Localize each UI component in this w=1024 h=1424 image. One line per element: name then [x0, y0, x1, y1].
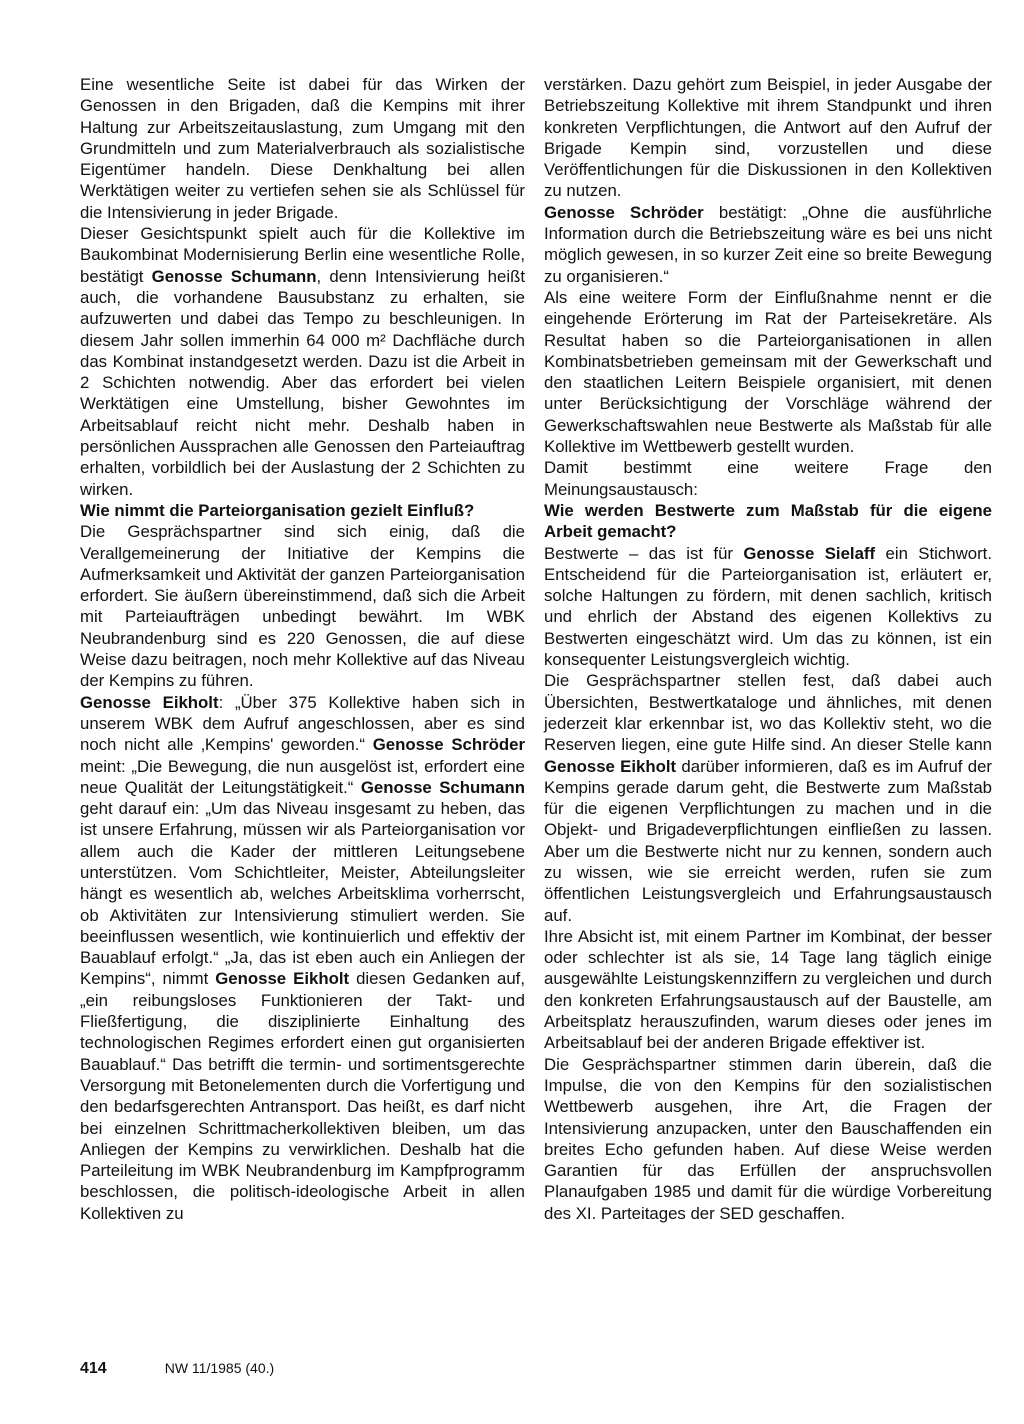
bold-name: Wie nimmt die Parteiorganisation gezielt Einfluß? [80, 500, 475, 520]
bold-name: Genosse Schröder [544, 202, 704, 222]
paragraph [544, 670, 992, 926]
paragraph [544, 202, 992, 287]
paragraph [544, 1054, 992, 1224]
text-run: geht darauf ein: „Um das Niveau insgesamt zu heben, das ist unsere Erfahrung, müssen wir als Parteiorganisation vor allem auch die Kader der mittleren Leitungsebene unterstützen. Vom Schichtleiter, Meister, Abteilungsleiter hängt es wesentlich ab, welches Arbeitsklima vorherrscht, ob Aktivitäten zur Intensivierung stimuliert werden. Sie beeinflussen wesentlich, wie kontinuierlich und effektiv der Bauablauf erfolgt.“ „Ja, das ist eben auch ein Anliegen der Kempins“, nimmt [80, 799, 525, 989]
text-run: meint: „Die Bewegung, die nun ausgelöst ist, erfordert eine neue Qualität der Leitungstätigkeit.“ [80, 756, 525, 797]
text-run: darüber informieren, daß es im Aufruf der Kempins gerade darum geht, die Bestwerte zum Maßstab für die eigenen Verpflichtungen zu machen und in die Objekt- und Brigadeverpflichtungen einfließen zu lassen. Aber um die Bestwerte nicht nur zu kennen, sondern auch zu wissen, wie sie erreicht werden, rufen sie zum öffentlichen Leistungsvergleich und Erfahrungsaustausch auf. [544, 756, 992, 925]
section-question-heading [544, 500, 992, 543]
bold-name: Genosse Schröder [372, 735, 525, 755]
issue-reference: NW 11/1985 (40.) [164, 1360, 275, 1376]
paragraph [544, 926, 992, 1054]
page-number: 414 [80, 1360, 107, 1377]
text-run: bestätigt: „Ohne die ausführliche Information durch die Betriebszeitung wäre es bei uns nicht möglich gewesen, in so kurzer Zeit eine so breite Bewegung zu organisieren.“ [544, 202, 992, 286]
text-run: , denn Intensivierung heißt auch, die vorhandene Bausubstanz zu erhalten, sie aufzuwerten und dabei das Tempo zu beschleunigen. In diesem Jahr sollen immerhin 64 000 m² Dachfläche durch das Kombinat instandgesetzt werden. Dazu ist die Arbeit in 2 Schichten notwendig. Aber das erfordert bei vielen Werktätigen eine Umstellung, bisher Gewohntes im Arbeitsablauf reicht nicht mehr. Deshalb haben in persönlichen Aussprachen alle Genossen den Parteiauftrag erhalten, vorbildlich bei der Auslastung der 2 Schichten zu wirken. [80, 266, 525, 499]
text-run: ein Stichwort. Entscheidend für die Parteiorganisation ist, erläutert er, solche Haltungen zu fördern, mit denen sachlich, kritisch und ehrlich der Abstand des eigenen Kollektivs zu Bestwerten eingeschätzt wird. Um das zu können, ist ein konsequenter Leistungsvergleich wichtig. [544, 543, 992, 670]
text-run: Ihre Absicht ist, mit einem Partner im Kombinat, der besser oder schlechter ist als sie, 14 Tage lang täglich einige ausgewählte Leistungskennziffern zu vergleichen und durch den konkreten Erfahrungsaustausch auf der Baustelle, am Arbeitsplatz herauszufinden, warum dieses oder jenes im Arbeitsablauf bei der anderen Brigade effektiver ist. [544, 926, 992, 1053]
page-footer [80, 1360, 274, 1378]
text-run: verstärken. Dazu gehört zum Beispiel, in jeder Ausgabe der Betriebszeitung Kollektive mit ihrem Standpunkt und ihren konkreten Verpflichtungen, die Antwort auf den Aufruf der Brigade Kempin sind, vorzustellen und diese Veröffentlichungen für die Diskussionen in den Kollektiven zu nutzen. [544, 75, 992, 201]
bold-name: Genosse Eikholt [80, 692, 219, 712]
bold-name: Genosse Schumann [151, 266, 317, 286]
text-run: Bestwerte – das ist für [544, 543, 744, 563]
text-run: Damit bestimmt eine weitere Frage den Meinungsaustausch: [544, 458, 992, 499]
text-run: : „Über 375 Kollektive haben sich in unserem WBK dem Aufruf angeschlossen, aber es sind noch nicht alle ‚Kempins' geworden.“ [80, 692, 525, 755]
text-run: Die Gesprächspartner stellen fest, daß dabei auch Übersichten, Bestwertkataloge und ähnliches, mit denen jederzeit klar erkennbar ist, wo das Kollektiv steht, wo die Reserven liegen, eine gute Hilfe sind. An dieser Stelle kann [544, 671, 992, 755]
bold-name: Genosse Sielaff [743, 543, 876, 563]
text-column-right [544, 74, 992, 1224]
bold-name: Genosse Schumann [360, 777, 525, 797]
text-run: Dieser Gesichtspunkt spielt auch für die Kollektive im Baukombinat Modernisierung Berlin eine wesentliche Rolle, bestätigt [80, 224, 525, 286]
section-question-heading [80, 500, 525, 521]
paragraph [80, 223, 525, 500]
bold-name: Genosse Eikholt [544, 756, 677, 776]
paragraph [544, 457, 992, 500]
paragraph [80, 521, 525, 691]
text-run: Die Gesprächspartner stimmen darin überein, daß die Impulse, die von den Kempins für den sozialistischen Wettbewerb ausgehen, ihre Art, die Fragen der Intensivierung anzupacken, unter den Bauschaffenden ein breites Echo gefunden haben. Auf diese Weise werden Garantien für das Erfüllen der anspruchsvollen Planaufgaben 1985 und damit für die würdige Vorbereitung des XI. Parteitages der SED geschaffen. [544, 1054, 992, 1223]
text-run: Eine wesentliche Seite ist dabei für das Wirken der Genossen in den Brigaden, daß die Kempins mit ihrer Haltung zur Arbeitszeitauslastung, zum Umgang mit den Grundmitteln und zum Materialverbrauch als sozialistische Eigentümer handeln. Diese Denkhaltung bei allen Werktätigen weiter zu vertiefen sehen sie als Schlüssel für die Intensivierung in jeder Brigade. [80, 75, 525, 222]
paragraph [544, 543, 992, 671]
text-column-left [80, 74, 525, 1224]
paragraph [80, 692, 525, 1224]
text-run: diesen Gedanken auf, „ein reibungsloses Funktionieren der Takt- und Fließfertigung, die disziplinierte Einhaltung des technologischen Regimes erfordert einen gut organisierten Bauablauf.“ Das betrifft die termin- und sortimentsgerechte Versorgung mit Betonelementen durch die Vorfertigung und den bedarfsgerechten Antransport. Das heißt, es darf nicht bei einzelnen Schrittmacherkollektiven bleiben, um das Anliegen der Kempins zu verwirklichen. Deshalb hat die Parteileitung im WBK Neubrandenburg im Kampfprogramm beschlossen, die politisch-ideologische Arbeit in allen Kollektiven zu [80, 969, 526, 1223]
bold-name: Genosse Eikholt [215, 969, 350, 989]
text-run: Als eine weitere Form der Einflußnahme nennt er die eingehende Erörterung im Rat der Parteisekretäre. Als Resultat haben so die Parteiorganisationen in allen Kombinatsbetrieben gemeinsam mit der Gewerkschaft und den staatlichen Leitern Beispiele organisiert, mit denen unter Berücksichtigung der Vorschläge während der Gewerkschaftswahlen neue Bestwerte als Maßstab für alle Kollektive im Wettbewerb gestellt wurden. [544, 287, 992, 457]
paragraph [544, 74, 992, 202]
bold-name: Wie werden Bestwerte zum Maßstab für die eigene Arbeit gemacht? [544, 500, 992, 542]
paragraph [80, 74, 525, 223]
text-run: Die Gesprächspartner sind sich einig, daß die Verallgemeinerung der Initiative der Kempins die Aufmerksamkeit und Aktivität der ganzen Parteiorganisation erfordert. Sie äußern übereinstimmend, daß sich die Arbeit mit Parteiaufträgen unbedingt bewährt. Im WBK Neubrandenburg sind es 220 Genossen, die auf diese Weise dazu beitragen, noch mehr Kollektive auf das Niveau der Kempins zu führen. [80, 522, 525, 691]
paragraph [544, 287, 992, 457]
